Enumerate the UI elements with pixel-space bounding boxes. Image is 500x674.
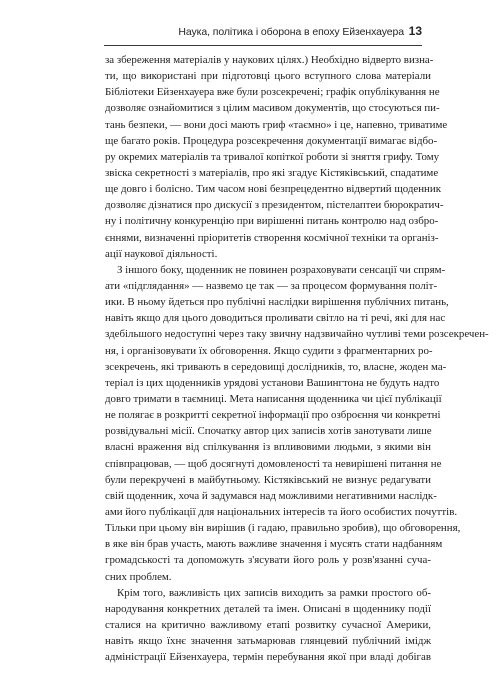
text-line: народування конкретних деталей та імен. Описані в щоденнику події bbox=[105, 602, 431, 615]
text-line: Бібліотеки Ейзенхауера вже були розсекречені; графік опублікування не bbox=[105, 86, 440, 99]
text-line: теріал із цих щоденників урядові установи Вашингтона не будуть надто bbox=[105, 376, 440, 389]
text-line: звіска секретності з матеріалів, про які згадує Кістяківський, спадатиме bbox=[105, 166, 439, 179]
text-line: довго тримати в таємниці. Мета написання щоденника чи цієї публікації bbox=[105, 392, 442, 405]
text-line: в яке він брав участь, мають важливе значення і мусять стати надбанням bbox=[105, 538, 443, 551]
text-line: тань безпеки, — вони досі мають гриф «таємно» і це, напевно, триватиме bbox=[105, 118, 448, 131]
text-line: ще багато років. Процедура розсекречення документації вимагає відбо- bbox=[105, 134, 438, 147]
text-line bbox=[105, 665, 431, 674]
text-line: ну і політичну конкуренцію при вирішенні питань контролю над озбро- bbox=[105, 215, 439, 228]
header-rule bbox=[104, 45, 422, 46]
text-line: були перекручені в майбутньому. Кістяківський не визнує редагувати bbox=[105, 473, 431, 486]
running-title: Наука, політика і оборона в епоху Ейзенхауера bbox=[178, 26, 404, 38]
text-line: навіть якщо їхнє значення затьмарював глянцевий публічний імідж bbox=[105, 635, 431, 648]
body-text bbox=[105, 52, 489, 674]
text-line: ти, що використані при підготовці цього вступного слова матеріали bbox=[105, 70, 431, 83]
text-line: ації наукової діяльності. bbox=[105, 247, 218, 260]
page-number: 13 bbox=[408, 24, 422, 38]
text-line: З іншого боку, щоденник не повинен розраховувати сенсації чи спрям- bbox=[117, 263, 446, 276]
text-line: дозволяє дізнатися про дискусії з президентом, пістелаптеи бюрократич- bbox=[105, 199, 444, 212]
text-line: сталися на критично важливому етапі розвитку сучасної Америки, bbox=[105, 618, 431, 631]
text-line: власні враження від спілкування із впливовими людьми, з якими він bbox=[105, 441, 431, 454]
text-line: розвідувальні місії. Спочатку автор цих записів хотів занотувати лише bbox=[105, 425, 432, 438]
text-line: сних проблем. bbox=[105, 570, 172, 583]
page-header bbox=[0, 22, 500, 44]
text-line: Крім того, важливість цих записів виходить за рамки простого об- bbox=[117, 586, 431, 599]
text-line: громадськості та допоможуть з'ясувати його роль у розв'язанні суча- bbox=[105, 554, 431, 567]
text-line: ру окремих матеріалів та тривалої копіткої роботи зі зняття грифу. Тому bbox=[105, 150, 440, 163]
text-line: дозволяє ознайомитися з цілим масивом документів, що стосуються пи- bbox=[105, 102, 440, 115]
text-line: ики. В ньому йдеться про публічні наслідки вирішення публічних питань, bbox=[105, 296, 449, 309]
text-line: єннями, визначенні пріоритетів створення космічної техніки та організ- bbox=[105, 231, 439, 244]
text-line: здебільшого недоступні через таку звичну надзвичайно чутливі теми розсекречен- bbox=[105, 328, 489, 341]
text-line: свій щоденник, хоча й задумався над можливими негативними наслідк- bbox=[105, 489, 437, 502]
text-line: ами його публікації для національних інтересів та його особистих почуттів. bbox=[105, 505, 458, 518]
text-line: ня, і організовувати їх обговорення. Якщо судити з фрагментарних ро- bbox=[105, 344, 433, 357]
text-line: зсекречень, які тривають в середовищі дослідників, то, власне, жоден ма- bbox=[105, 360, 447, 373]
text-line: ати «підглядання» — назвемо це так — за процесом формування політ- bbox=[105, 279, 438, 292]
text-line: співпрацював, — щоб досягнуті домовленості та невирішені питання не bbox=[105, 457, 442, 470]
text-line: Тільки при цьому він вирішив (і гадаю, правильно зробив), що обговорення, bbox=[105, 522, 461, 535]
text-line: ще довго і болісно. Тим часом нові безпрецедентно відвертий щоденник bbox=[105, 183, 442, 196]
text-line: навіть якщо для цього доводиться проливати світло на ті речі, які для нас bbox=[105, 312, 446, 325]
text-line: адміністрації Ейзенхауера, термін перебування якої при владі добігав bbox=[105, 651, 431, 664]
text-line: не полягає в розкритті секретної інформації про озброєння чи конкретні bbox=[105, 409, 441, 422]
text-line: за збереження матеріалів у наукових цілях.) Необхідно відверто визна- bbox=[105, 54, 434, 66]
